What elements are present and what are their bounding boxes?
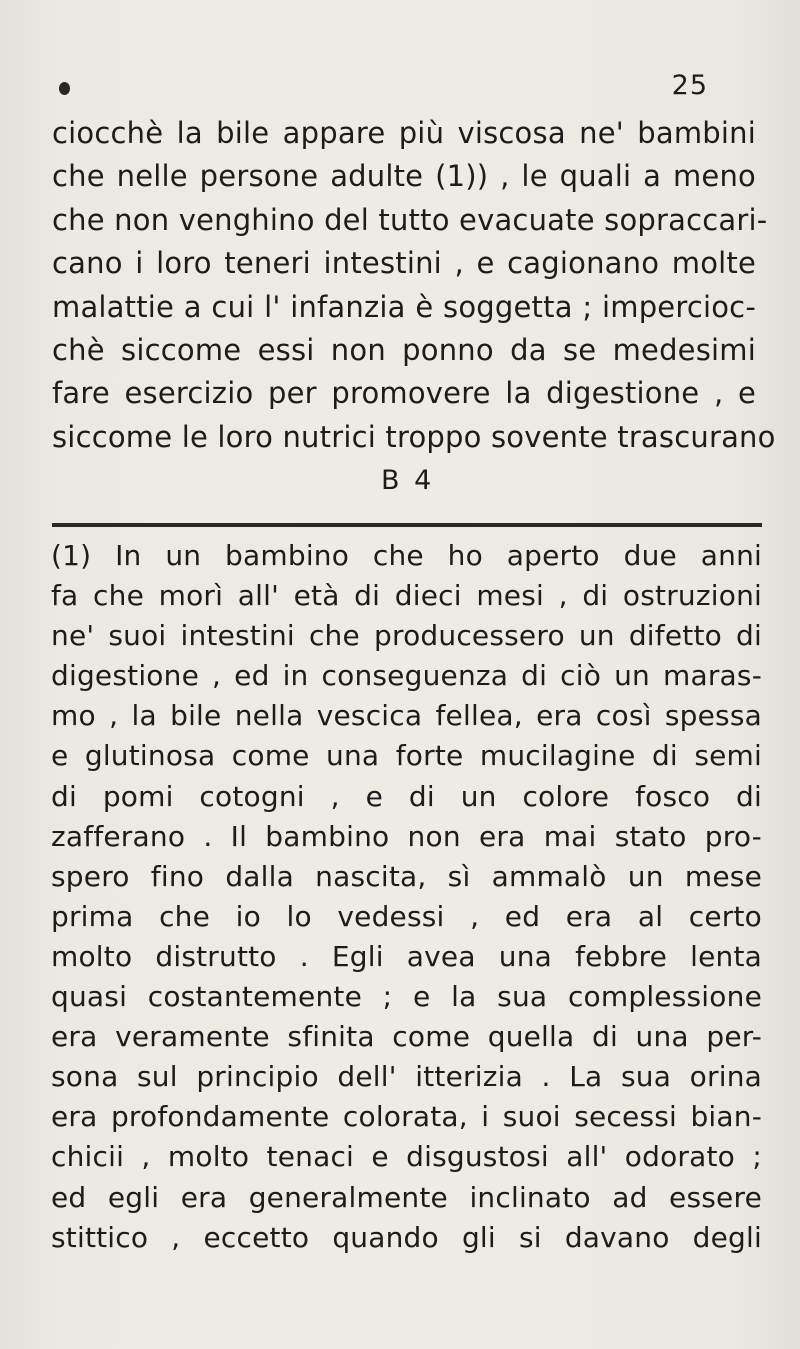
text-line: ciocchè la bile appare più viscosa ne' bambini [52,116,756,150]
footnote-line: chicii , molto tenaci e disgustosi all' odorato ; [51,1140,762,1174]
footnote-line: zafferano . Il bambino non era mai stato pro- [51,819,762,853]
footnote-line: ne' suoi intestini che producessero un difetto di [51,619,762,653]
footnote-line: molto distrutto . Egli avea una febbre lenta [51,939,762,973]
text-line: che non venghino del tutto evacuate sopraccari- [52,202,768,237]
footnote-line: prima che io lo vedessi , ed era al certo [51,899,762,933]
main-text [52,112,776,459]
footnote-line: fa che morì all' età di dieci mesi , di ostruzioni [51,579,762,613]
footnote-line: digestione , ed in conseguenza di ciò un maras- [51,659,762,693]
footnote-divider [52,523,762,527]
footnote-line: e glutinosa come una forte mucilagine di semi [51,739,762,773]
text-line: siccome le loro nutrici troppo sovente trascurano [52,419,776,454]
page-number: 25 [671,70,708,101]
footnote-line: (1) In un bambino che ho aperto due anni [51,539,762,572]
signature-mark: B 4 [381,465,435,496]
text-line: fare esercizio per promovere la digestione , e [52,376,756,411]
footnote-line: di pomi cotogni , e di un colore fosco di [51,779,762,813]
footnote-line: spero fino dalla nascita, sì ammalò un mese [51,859,762,893]
text-line: che nelle persone adulte (1)) , le quali a meno [52,159,756,194]
footnote-line: sona sul principio dell' itterizia . La sua orina [51,1060,762,1094]
footnote-line: mo , la bile nella vescica fellea, era così spessa [51,699,762,733]
text-line: cano i loro teneri intestini , e cagionano molte [52,246,756,281]
footnote-line: era profondamente colorata, i suoi secessi bian- [51,1100,762,1134]
footnote [51,536,762,1258]
footnote-line: ed egli era generalmente inclinato ad essere [51,1180,762,1214]
text-line: chè siccome essi non ponno da se medesimi [52,332,756,367]
footnote-line: stittico , eccetto quando gli si davano degli [51,1220,762,1254]
text-line: malattie a cui l' infanzia è soggetta ; impercioc- [52,289,756,324]
footnote-line: quasi costantemente ; e la sua complessione [51,980,762,1014]
footnote-line: era veramente sfinita come quella di una per- [51,1020,762,1054]
ink-dot [59,82,70,95]
